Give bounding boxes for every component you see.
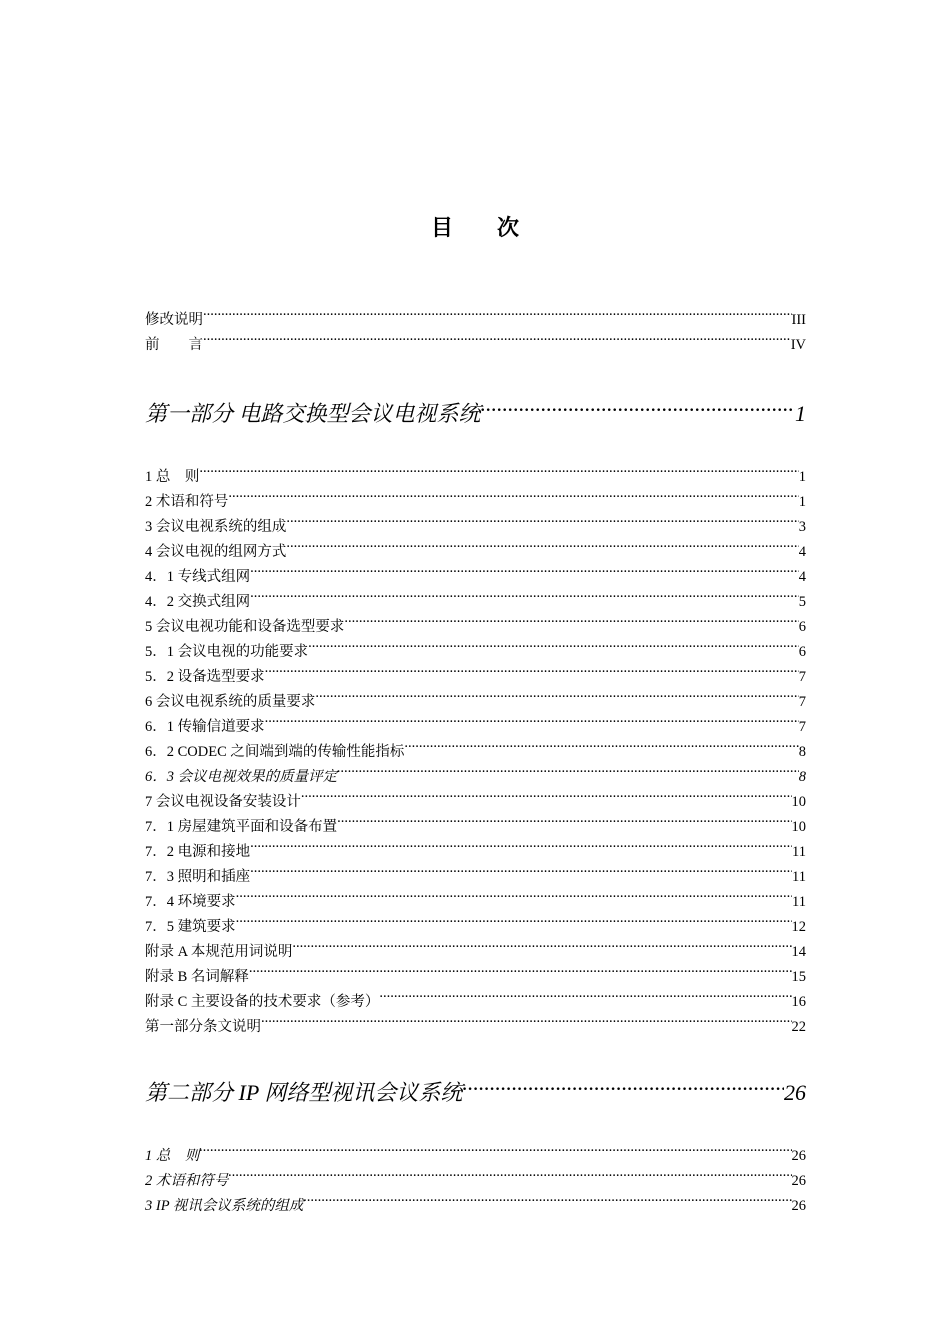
toc-entry-label: 5 会议电视功能和设备选型要求 — [145, 619, 345, 635]
toc-entry-label: 7．5 建筑要求 — [145, 919, 236, 935]
toc-entry-label: 2 术语和符号 — [145, 1173, 229, 1189]
toc-entry-label: 7．2 电源和接地 — [145, 844, 251, 860]
toc-entry-page: IV — [790, 337, 806, 353]
toc-entry-label: 3 IP 视讯会议系统的组成 — [145, 1198, 304, 1214]
part-heading-page: 1 — [795, 401, 806, 426]
toc-entry-label: 7．1 房屋建筑平面和设备布置 — [145, 819, 338, 835]
toc-entry-page: 11 — [792, 844, 806, 860]
toc-entry[interactable] — [145, 299, 806, 328]
toc-entry-page: 1 — [798, 494, 806, 510]
toc-entry-page: 14 — [791, 944, 806, 960]
toc-entry-page: 10 — [791, 819, 806, 835]
part-heading-label: 第一部分 电路交换型会议电视系统 — [145, 401, 481, 426]
toc-entry[interactable] — [145, 481, 806, 510]
toc-entry-page: 12 — [791, 919, 806, 935]
toc-entry-label: 4．1 专线式组网 — [145, 569, 251, 585]
toc-entry[interactable] — [145, 506, 806, 535]
toc-entry[interactable] — [145, 1160, 806, 1189]
toc-entry-label: 2 术语和符号 — [145, 494, 229, 510]
toc-entry-label: 3 会议电视系统的组成 — [145, 519, 287, 535]
toc-entry-label: 6．2 CODEC 之间端到端的传输性能指标 — [145, 744, 405, 760]
toc-entry-page: 8 — [798, 744, 806, 760]
toc-entry-page: 7 — [798, 719, 806, 735]
toc-title-left: 目 — [430, 215, 453, 240]
toc-entry-label: 6．1 传输信道要求 — [145, 719, 265, 735]
toc-entry-page: 7 — [798, 694, 806, 710]
toc-entry-label: 附录 A 本规范用词说明 — [145, 944, 293, 960]
toc-entry-page: 6 — [798, 619, 806, 635]
toc-part2-list — [145, 1135, 806, 1214]
toc-title-right: 次 — [497, 215, 520, 240]
toc-entry-label: 4 会议电视的组网方式 — [145, 544, 287, 560]
toc-entry-page: 15 — [791, 969, 806, 985]
toc-front-matter — [145, 299, 806, 353]
toc-entry[interactable] — [145, 881, 806, 910]
toc-entry-label: 1 总 则 — [145, 469, 200, 485]
toc-entry-page: 1 — [798, 469, 806, 485]
toc-title — [0, 211, 950, 242]
toc-entry-label: 7．3 照明和插座 — [145, 869, 251, 885]
toc-entry-page: 11 — [792, 894, 806, 910]
toc-entry[interactable] — [145, 906, 806, 935]
part-heading-label: 第二部分 IP 网络型视讯会议系统 — [145, 1080, 463, 1105]
toc-entry-page: III — [791, 312, 806, 328]
toc-entry-page: 3 — [798, 519, 806, 535]
toc-part2-heading[interactable] — [145, 1066, 806, 1105]
toc-entry-label: 1 总 则 — [145, 1148, 200, 1164]
toc-entry-page: 16 — [791, 994, 806, 1010]
toc-part1-heading[interactable] — [145, 387, 806, 426]
toc-entry-page: 4 — [798, 544, 806, 560]
toc-entry-page: 7 — [798, 669, 806, 685]
toc-entry-label: 6．3 会议电视效果的质量评定 — [145, 769, 338, 785]
toc-entry[interactable] — [145, 324, 806, 353]
toc-entry-label: 7．4 环境要求 — [145, 894, 236, 910]
toc-entry[interactable] — [145, 456, 806, 485]
toc-entry[interactable] — [145, 931, 806, 960]
toc-entry-page: 8 — [798, 769, 806, 785]
toc-entry-label: 修改说明 — [145, 312, 203, 328]
toc-entry-label: 7 会议电视设备安装设计 — [145, 794, 301, 810]
toc-entry-label: 前 言 — [145, 337, 203, 353]
toc-entry-page: 11 — [792, 869, 806, 885]
toc-entry-page: 26 — [791, 1173, 806, 1189]
toc-entry-label: 5．1 会议电视的功能要求 — [145, 644, 309, 660]
toc-entry-label: 4．2 交换式组网 — [145, 594, 251, 610]
toc-entry-page: 5 — [798, 594, 806, 610]
toc-entry-label: 5．2 设备选型要求 — [145, 669, 265, 685]
toc-entry[interactable] — [145, 1185, 806, 1214]
toc-entry-page: 4 — [798, 569, 806, 585]
toc-entry-label: 第一部分条文说明 — [145, 1019, 261, 1035]
part-heading-page: 26 — [784, 1080, 806, 1105]
toc-entry-page: 6 — [798, 644, 806, 660]
toc-entry-page: 22 — [791, 1019, 806, 1035]
toc-entry[interactable] — [145, 1135, 806, 1164]
toc-entry-page: 10 — [791, 794, 806, 810]
toc-entry-label: 6 会议电视系统的质量要求 — [145, 694, 316, 710]
toc-entry-label: 附录 C 主要设备的技术要求（参考） — [145, 994, 380, 1010]
toc-part1-list — [145, 456, 806, 1035]
toc-entry-label: 附录 B 名词解释 — [145, 969, 249, 985]
toc-entry-page: 26 — [791, 1148, 806, 1164]
toc-entry-page: 26 — [791, 1198, 806, 1214]
